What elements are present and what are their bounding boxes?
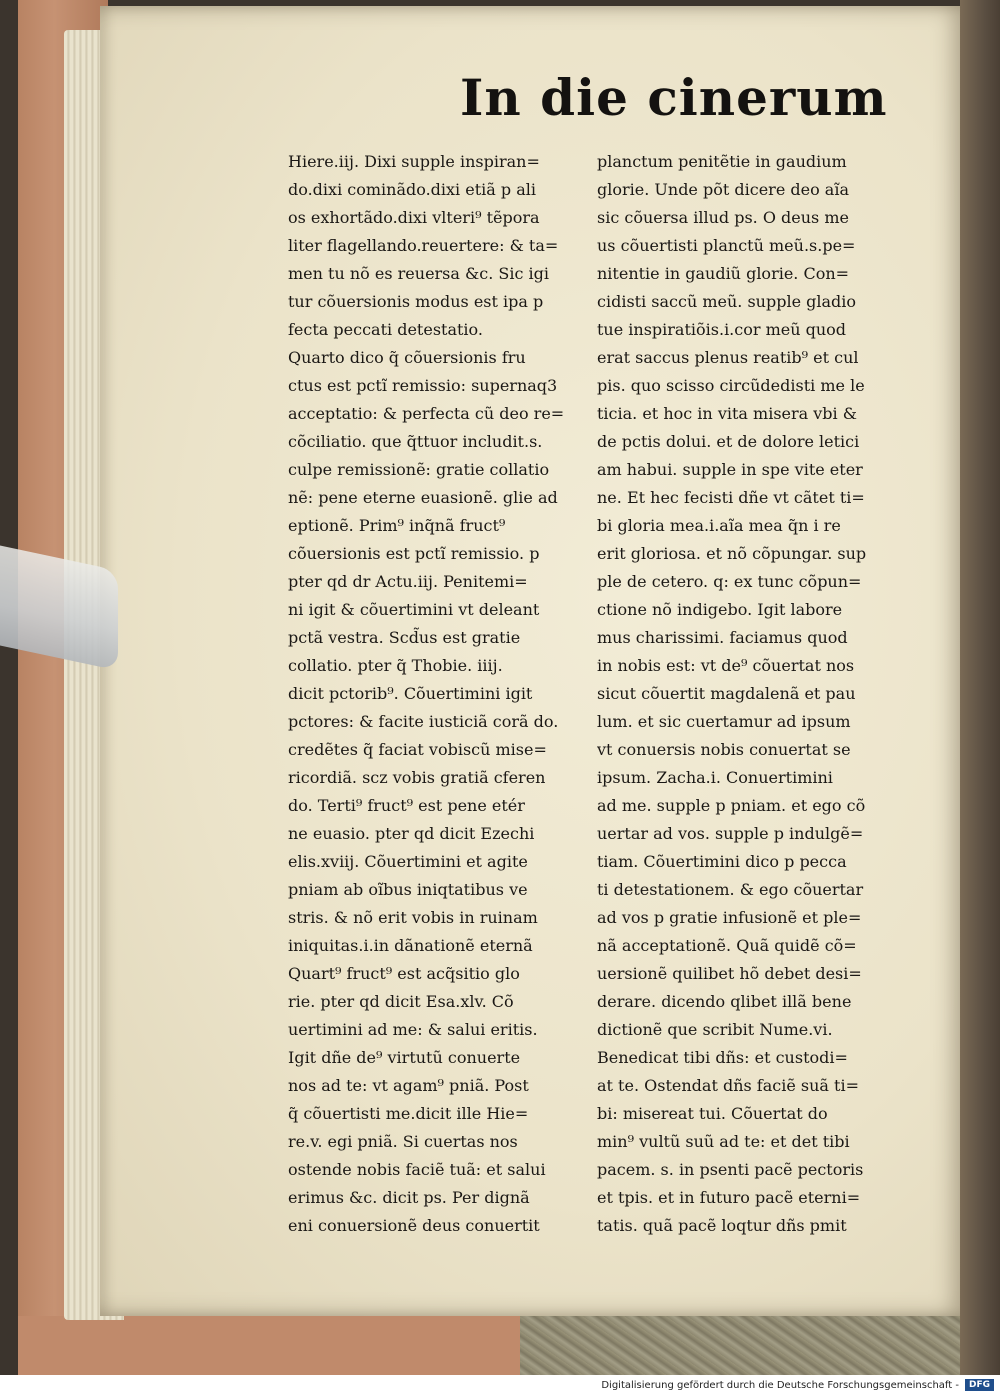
text-line: am habui. supple in spe vite eter — [597, 460, 863, 479]
text-line: ad vos p gratie infusionẽ et ple= — [597, 908, 862, 927]
text-line: Hiere.iij. Dixi supple inspiran= — [288, 152, 540, 171]
text-line: do.dixi cominãdo.dixi etiã p ali — [288, 180, 536, 199]
text-line: at te. Ostendat dñs faciẽ suã ti= — [597, 1076, 859, 1095]
book-cover-bottom-left — [18, 1316, 520, 1375]
text-line: pctores: & facite iusticiã corã do. — [288, 712, 559, 731]
text-line: ostende nobis faciẽ tuã: et salui — [288, 1160, 546, 1179]
text-line: erimus &c. dicit ps. Per dignã — [288, 1188, 530, 1207]
text-line: culpe remissionẽ: gratie collatio — [288, 460, 550, 479]
text-line: men tu nõ es reuersa &c. Sic igi — [288, 264, 549, 283]
text-line: bi gloria mea.i.aĩa mea q̃n i re — [597, 516, 841, 535]
page-heading: In die cinerum — [460, 68, 888, 127]
text-line: Quart⁹ fruct⁹ est acq̃sitio glo — [288, 964, 520, 983]
text-line: tur cõuersionis modus est ipa p — [288, 292, 544, 311]
text-line: lum. et sic cuertamur ad ipsum — [597, 712, 851, 731]
text-line: collatio. pter q̃ Thobie. iiij. — [288, 656, 503, 675]
text-line: stris. & nõ erit vobis in ruinam — [288, 908, 538, 927]
text-line: ctione nõ indigebo. Igit labore — [597, 600, 843, 619]
text-line: tiam. Cõuertimini dico p pecca — [597, 852, 847, 871]
text-line: eni conuersionẽ deus conuertit — [288, 1216, 540, 1235]
text-line: pniam ab oĩbus iniqtatibus ve — [288, 880, 528, 899]
dfg-logo: DFG — [965, 1379, 994, 1391]
text-line: erat saccus plenus reatib⁹ et cul — [597, 348, 859, 367]
text-line: tue inspiratiõis.i.cor meũ quod — [597, 320, 847, 339]
footer-credit: Digitalisierung gefördert durch die Deutsche Forschungsgemeinschaft - — [601, 1379, 959, 1391]
text-line: dicit pctorib⁹. Cõuertimini igit — [288, 684, 533, 703]
text-line: mus charissimi. faciamus quod — [597, 628, 848, 647]
text-line: pctã vestra. Scd̃us est gratie — [288, 628, 521, 647]
text-line: nã acceptationẽ. Quã quidẽ cõ= — [597, 936, 857, 955]
text-line: us cõuertisti planctũ meũ.s.pe= — [597, 236, 856, 255]
text-line: et tpis. et in futuro pacẽ eterni= — [597, 1188, 861, 1207]
text-line: ple de cetero. q: ex tunc cõpun= — [597, 572, 862, 591]
text-line: planctum penitẽtie in gaudium — [597, 152, 847, 171]
text-line: tatis. quã pacẽ loqtur dñs pmit — [597, 1216, 847, 1235]
text-line: nitentie in gaudiũ glorie. Con= — [597, 264, 850, 283]
text-line: liter flagellando.reuertere: & ta= — [288, 236, 559, 255]
text-line: rie. pter qd dicit Esa.xlv. Cõ — [288, 992, 514, 1011]
text-line: bi: misereat tui. Cõuertat do — [597, 1104, 828, 1123]
text-line: os exhortãdo.dixi vlteri⁹ tẽpora — [288, 208, 540, 227]
text-column-right — [597, 148, 909, 1240]
text-line: sicut cõuertit magdalenã et pau — [597, 684, 856, 703]
text-line: Igit dñe de⁹ virtutũ conuerte — [288, 1048, 521, 1067]
marbled-cover-bottom — [520, 1310, 960, 1375]
text-line: Quarto dico q̃ cõuersionis fru — [288, 348, 526, 367]
text-line: elis.xviij. Cõuertimini et agite — [288, 852, 528, 871]
text-line: q̃ cõuertisti me.dicit ille Hie= — [288, 1104, 529, 1123]
text-line: dictionẽ que scribit Nume.vi. — [597, 1020, 833, 1039]
text-line: uertar ad vos. supple p indulgẽ= — [597, 824, 864, 843]
text-line: pter qd dr Actu.iij. Penitemi= — [288, 572, 528, 591]
text-line: nos ad te: vt agam⁹ pniã. Post — [288, 1076, 529, 1095]
text-line: ctus est pctĩ remissio: supernaq3 — [288, 376, 558, 395]
text-line: re.v. egi pniã. Si cuertas nos — [288, 1132, 518, 1151]
text-line: do. Terti⁹ fruct⁹ est pene etér — [288, 796, 525, 815]
text-line: uertimini ad me: & salui eritis. — [288, 1020, 538, 1039]
text-line: ticia. et hoc in vita misera vbi & — [597, 404, 857, 423]
text-line: sic cõuersa illud ps. O deus me — [597, 208, 849, 227]
text-line: erit gloriosa. et nõ cõpungar. sup — [597, 544, 867, 563]
text-line: cõciliatio. que q̃ttuor includit.s. — [288, 432, 543, 451]
text-line: ad me. supple p pniam. et ego cõ — [597, 796, 866, 815]
text-line: pacem. s. in psenti pacẽ pectoris — [597, 1160, 864, 1179]
text-line: credẽtes q̃ faciat vobiscũ mise= — [288, 740, 547, 759]
text-line: ne euasio. pter qd dicit Ezechi — [288, 824, 535, 843]
text-line: min⁹ vultũ suũ ad te: et det tibi — [597, 1132, 850, 1151]
text-line: glorie. Unde põt dicere deo aĩa — [597, 180, 849, 199]
text-line: eptionẽ. Prim⁹ inq̃nã fruct⁹ — [288, 516, 506, 535]
text-line: Benedicat tibi dñs: et custodi= — [597, 1048, 848, 1067]
text-line: acceptatio: & perfecta cũ deo re= — [288, 404, 565, 423]
text-line: ricordiã. scz vobis gratiã cferen — [288, 768, 546, 787]
text-line: ni igit & cõuertimini vt deleant — [288, 600, 540, 619]
text-line: fecta peccati detestatio. — [288, 320, 483, 339]
text-line: cõuersionis est pctĩ remissio. p — [288, 544, 540, 563]
text-line: nẽ: pene eterne euasionẽ. glie ad — [288, 488, 558, 507]
text-line: iniquitas.i.in dãnationẽ eternã — [288, 936, 533, 955]
text-line: cidisti saccũ meũ. supple gladio — [597, 292, 857, 311]
text-line: uersionẽ quilibet hõ debet desi= — [597, 964, 862, 983]
text-line: ti detestationem. & ego cõuertar — [597, 880, 864, 899]
text-line: de pctis dolui. et de dolore letici — [597, 432, 860, 451]
text-line: derare. dicendo qlibet illã bene — [597, 992, 852, 1011]
text-column-left — [288, 148, 588, 1240]
text-line: ne. Et hec fecisti dñe vt cãtet ti= — [597, 488, 865, 507]
text-line: in nobis est: vt de⁹ cõuertat nos — [597, 656, 855, 675]
text-line: ipsum. Zacha.i. Conuertimini — [597, 768, 833, 787]
text-line: pis. quo scisso circũdedisti me le — [597, 376, 865, 395]
book-gutter — [960, 0, 1000, 1375]
text-line: vt conuersis nobis conuertat se — [597, 740, 851, 759]
footer-bar — [0, 1375, 1000, 1395]
